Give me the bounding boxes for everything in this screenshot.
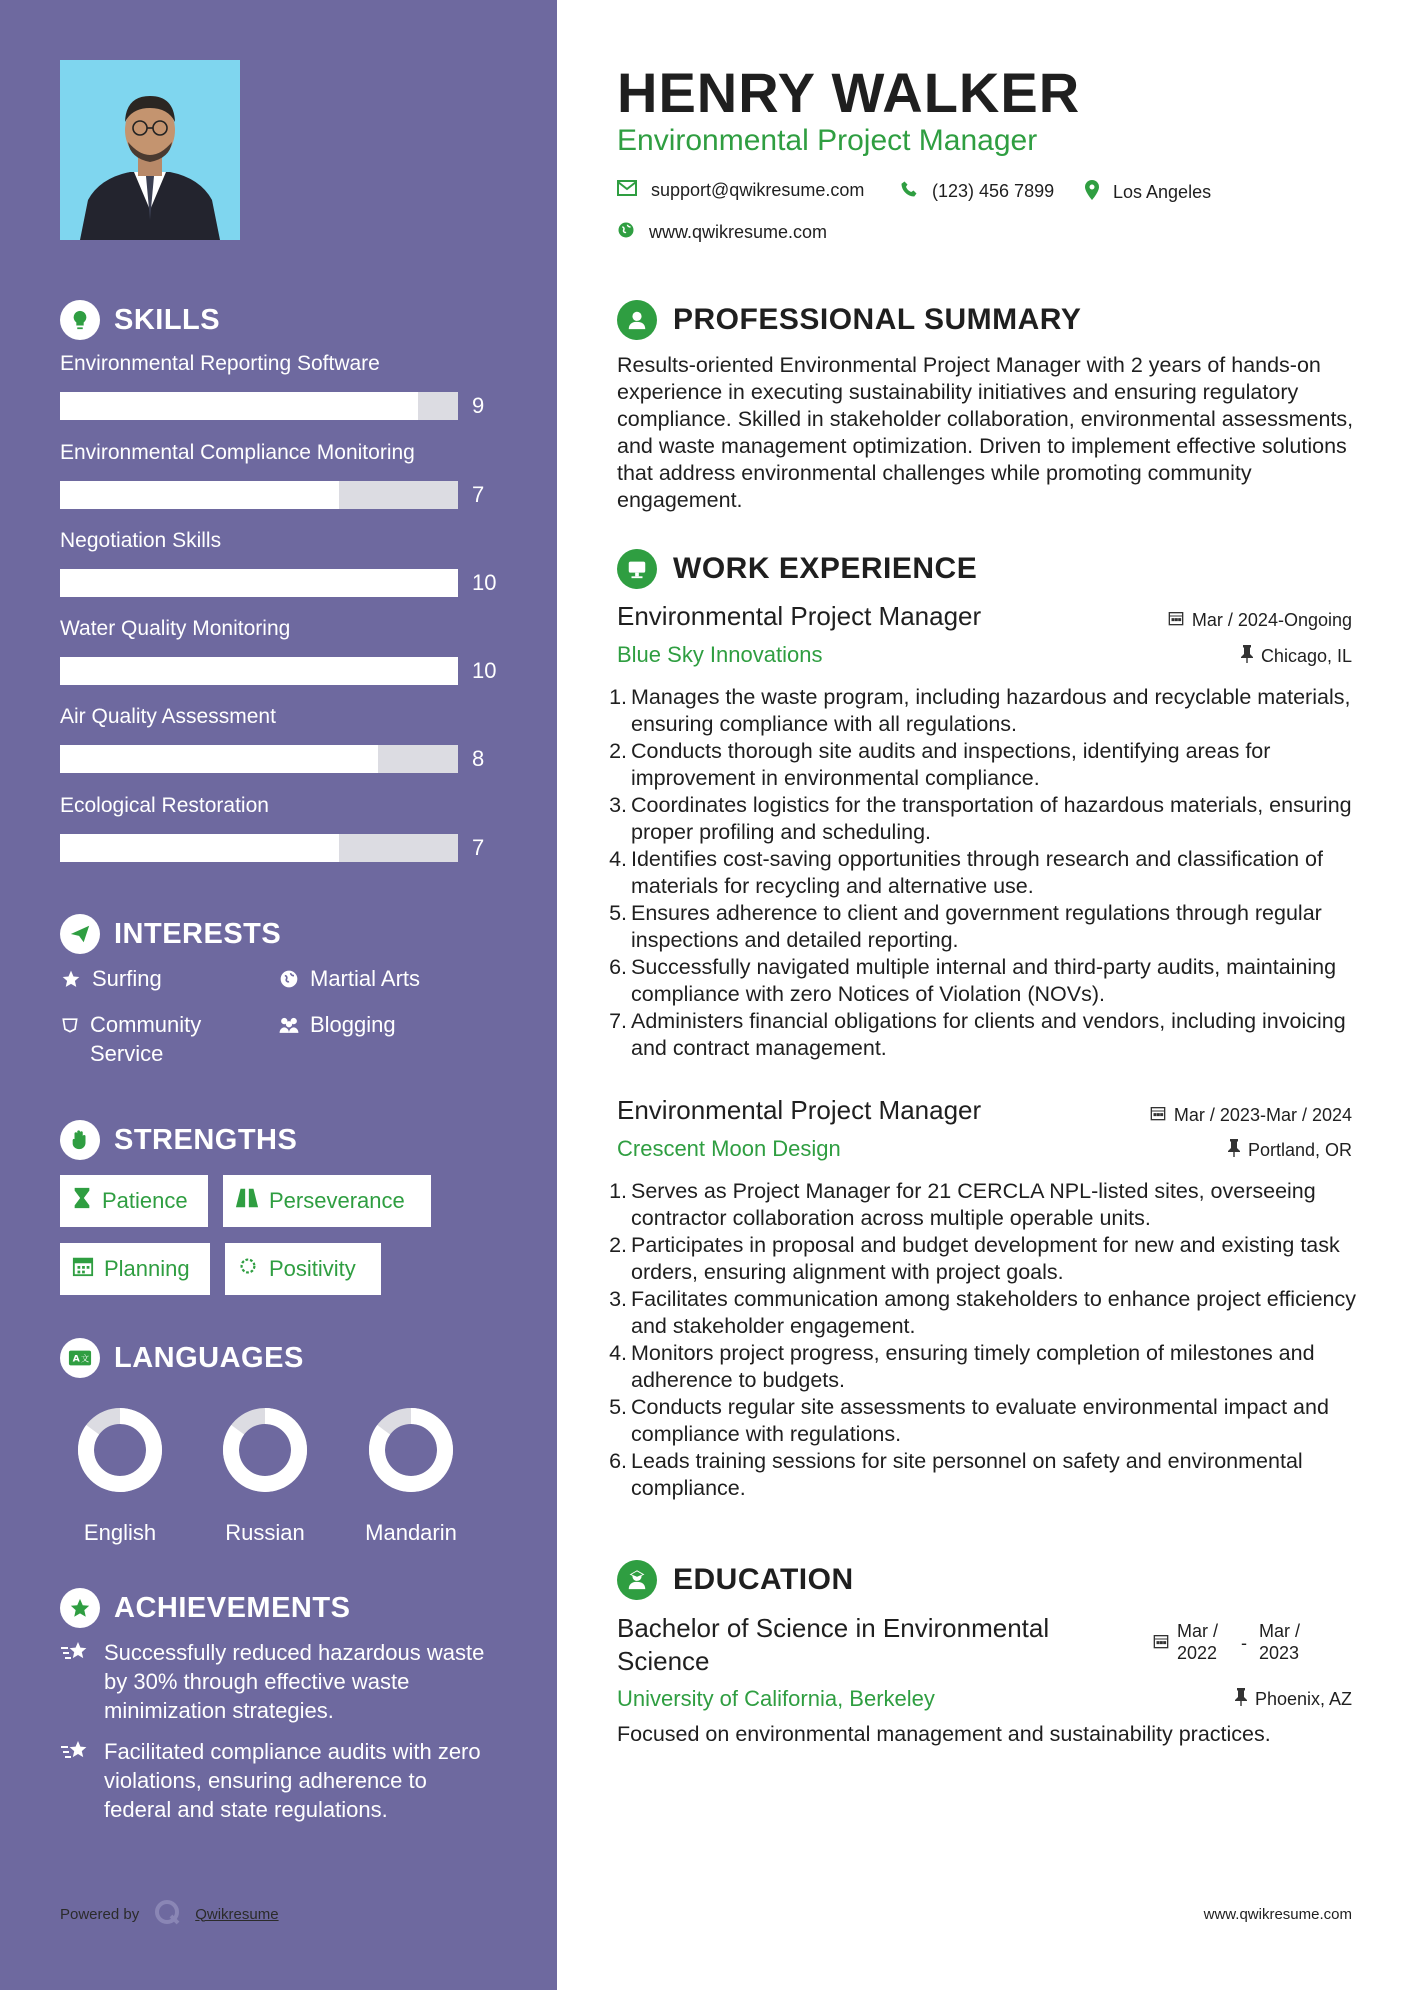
language-name: Russian	[225, 1520, 305, 1545]
achievements-heading	[60, 1588, 350, 1628]
skill-fill	[60, 569, 458, 597]
job-title: Environmental Project Manager	[617, 601, 982, 631]
candidate-name: HENRY WALKER	[617, 61, 1081, 124]
skill-bar	[60, 481, 458, 509]
pin-icon	[1241, 645, 1253, 668]
skill-fill	[60, 834, 339, 862]
section-title: WORK EXPERIENCE	[673, 552, 978, 585]
interest-label: Martial Arts	[310, 966, 421, 991]
hourglass-icon	[72, 1187, 92, 1215]
skill-value: 10	[472, 658, 497, 683]
person-avatar-image	[60, 60, 240, 240]
section-title: PROFESSIONAL SUMMARY	[673, 303, 1082, 336]
list-item: 5. Conducts regular site assessments to evaluate environmental impact and compliance with regulations.	[609, 1395, 1329, 1446]
qwikresume-link[interactable]: Qwikresume	[195, 1905, 279, 1923]
globe-icon	[278, 964, 300, 993]
company-name: Blue Sky Innovations	[617, 642, 823, 667]
contact-phone	[900, 180, 1054, 203]
section-title: EDUCATION	[673, 1563, 854, 1596]
interest-label: Surfing	[92, 966, 162, 991]
lightbulb-icon	[60, 300, 100, 340]
strength-tag	[225, 1243, 381, 1295]
skill-value: 8	[472, 746, 485, 771]
education-note: Focused on environmental management and sustainability practices.	[617, 1722, 1271, 1746]
contact-email	[617, 180, 864, 201]
skill-item	[60, 794, 500, 860]
list-item: 4. Monitors project progress, ensuring timely completion of milestones and adherence to budgets.	[609, 1341, 1315, 1392]
award-star-icon	[60, 1588, 100, 1628]
summary-text: Results-oriented Environmental Project Manager with 2 years of hands-on experience in executing sustainability initiatives and ensuring regulatory compliance. Skilled in stakeholder collaboration, environmental assessments, and waste management optimization. Driven to implement effective solutions that address environmental challenges while promoting community engagement.	[617, 353, 1354, 512]
education-end: Mar / 2023	[1259, 1621, 1301, 1663]
svg-text:文: 文	[80, 1353, 90, 1364]
strength-label: Perseverance	[269, 1188, 405, 1213]
map-marker-icon	[1085, 180, 1099, 205]
globe-icon	[617, 221, 635, 244]
interest-item	[278, 964, 420, 993]
list-item: 4. Identifies cost-saving opportunities through research and classification of materials for recycling and alternative use.	[609, 847, 1323, 898]
qwikresume-logo-icon	[153, 1898, 181, 1930]
skill-name: Ecological Restoration	[60, 794, 269, 817]
list-item: 1. Serves as Project Manager for 21 CERCLA NPL-listed sites, overseeing contractor collaboration across multiple operable units.	[609, 1179, 1316, 1230]
road-icon	[235, 1188, 259, 1214]
achievement-item	[60, 1737, 500, 1824]
envelope-icon	[617, 180, 637, 201]
briefcase-icon	[617, 549, 657, 589]
user-icon	[617, 300, 657, 340]
education-location	[1235, 1688, 1352, 1711]
skill-name: Air Quality Assessment	[60, 705, 276, 728]
footer-url[interactable]: www.qwikresume.com	[1203, 1906, 1352, 1923]
list-item: 2. Participates in proposal and budget development for new and existing task orders, ensuring alignment with project goals.	[609, 1233, 1340, 1284]
profile-photo	[60, 60, 240, 240]
skill-name: Environmental Compliance Monitoring	[60, 441, 415, 464]
location-text: Los Angeles	[1113, 182, 1212, 202]
job-location	[1228, 1139, 1352, 1162]
achievement-item	[60, 1638, 500, 1725]
strength-label: Planning	[104, 1256, 190, 1281]
translate-icon	[60, 1338, 100, 1378]
degree-title: Bachelor of Science in Environmental Science	[617, 1613, 1050, 1676]
badge-icon	[60, 1010, 80, 1039]
education-location-text: Phoenix, AZ	[1254, 1689, 1352, 1709]
phone-text[interactable]: (123) 456 7899	[932, 181, 1055, 201]
strengths-heading	[60, 1120, 297, 1160]
skill-name: Water Quality Monitoring	[60, 617, 291, 640]
job-dates	[1150, 1105, 1352, 1126]
interest-label: Blogging	[310, 1012, 396, 1037]
summary-heading	[617, 300, 1081, 340]
list-item: 6. Leads training sessions for site personnel on safety and environmental compliance.	[609, 1449, 1303, 1500]
list-item: 7. Administers financial obligations for clients and vendors, including invoicing and contract management.	[609, 1009, 1346, 1060]
star-icon	[60, 964, 82, 993]
language-item	[215, 1400, 315, 1546]
section-title: LANGUAGES	[114, 1341, 304, 1374]
education-start: Mar / 2022	[1177, 1621, 1219, 1663]
calendar-icon	[72, 1255, 94, 1283]
hand-icon	[60, 1120, 100, 1160]
website-text[interactable]: www.qwikresume.com	[649, 222, 828, 242]
language-name: Mandarin	[365, 1520, 457, 1545]
strength-tag	[60, 1175, 208, 1227]
skill-fill	[60, 657, 458, 685]
list-item: 2. Conducts thorough site audits and inspections, identifying areas for improvement in environmental compliance.	[609, 739, 1271, 790]
language-item	[70, 1400, 170, 1546]
strength-label: Positivity	[269, 1256, 356, 1281]
skill-item	[60, 617, 500, 683]
section-title: SKILLS	[114, 303, 221, 336]
skill-bar	[60, 834, 458, 862]
section-title: STRENGTHS	[114, 1123, 298, 1156]
skill-name: Negotiation Skills	[60, 529, 222, 552]
skills-heading	[60, 300, 220, 340]
skill-value: 7	[472, 482, 485, 507]
users-icon	[278, 1010, 300, 1039]
job-location-text: Portland, OR	[1247, 1140, 1352, 1160]
strength-tag	[223, 1175, 431, 1227]
date-separator: -	[1241, 1633, 1247, 1653]
skill-value: 7	[472, 835, 485, 860]
section-title: ACHIEVEMENTS	[114, 1591, 351, 1624]
skill-bar	[60, 745, 458, 773]
language-ring	[215, 1400, 315, 1500]
skill-bar	[60, 657, 458, 685]
section-title: INTERESTS	[114, 917, 282, 950]
interest-item	[60, 1010, 250, 1068]
powered-by-label: Powered by	[60, 1905, 140, 1923]
list-item: 3. Facilitates communication among stakeholders to enhance project efficiency and stakeholder engagement.	[609, 1287, 1357, 1338]
sidebar	[0, 0, 557, 1990]
interests-heading	[60, 914, 281, 954]
skill-fill	[60, 745, 378, 773]
language-ring	[361, 1400, 461, 1500]
interest-label: Community Service	[90, 1012, 202, 1066]
company-name: Crescent Moon Design	[617, 1136, 841, 1161]
skill-item	[60, 529, 500, 595]
education-heading	[617, 1560, 854, 1600]
powered-by	[60, 1898, 279, 1930]
experience-heading	[617, 549, 977, 589]
interest-item	[278, 1010, 396, 1039]
calendar-icon	[1153, 1620, 1169, 1654]
shooting-star-icon	[60, 1638, 92, 1725]
email-text[interactable]: support@qwikresume.com	[651, 180, 865, 200]
skill-bar	[60, 392, 458, 420]
svg-text:A: A	[72, 1353, 80, 1365]
contact-website	[617, 221, 827, 244]
calendar-icon	[1150, 1105, 1166, 1126]
skill-item	[60, 352, 500, 418]
job-duties-list	[605, 684, 1365, 1062]
language-name: English	[83, 1520, 157, 1545]
skill-value: 9	[472, 393, 485, 418]
job-duties-list	[605, 1178, 1365, 1502]
calendar-icon	[1168, 610, 1184, 631]
graduation-icon	[617, 1560, 657, 1600]
achievement-text: Successfully reduced hazardous waste by 30% through effective waste minimization strategies.	[104, 1640, 485, 1723]
list-item: 1. Manages the waste program, including hazardous and recyclable materials, ensuring compliance with all regulations.	[609, 685, 1351, 736]
job-title: Environmental Project Manager	[617, 1095, 982, 1125]
list-item: 3. Coordinates logistics for the transportation of hazardous materials, ensuring proper profiling and scheduling.	[609, 793, 1352, 844]
paper-plane-icon	[60, 914, 100, 954]
languages-heading	[60, 1338, 304, 1378]
shooting-star-icon	[60, 1737, 92, 1824]
phone-icon	[900, 180, 918, 203]
language-ring	[70, 1400, 170, 1500]
job-location-text: Chicago, IL	[1260, 646, 1352, 666]
main-content	[557, 0, 1407, 1990]
strength-tag	[60, 1243, 210, 1295]
skill-item	[60, 441, 500, 507]
job-location	[1241, 645, 1352, 668]
interest-item	[60, 964, 162, 993]
contact-location	[1085, 180, 1211, 205]
skill-item	[60, 705, 500, 771]
skill-bar	[60, 569, 458, 597]
achievement-text: Facilitated compliance audits with zero violations, ensuring adherence to federal and state regulations.	[104, 1739, 481, 1822]
candidate-role: Environmental Project Manager	[617, 124, 1038, 157]
strength-label: Patience	[102, 1188, 188, 1213]
skill-name: Environmental Reporting Software	[60, 352, 380, 375]
sun-icon	[237, 1255, 259, 1283]
education-dates	[1153, 1620, 1315, 1664]
job-dates-text: Mar / 2024-Ongoing	[1191, 610, 1352, 630]
job-dates-text: Mar / 2023-Mar / 2024	[1173, 1105, 1352, 1125]
job-dates	[1168, 610, 1352, 631]
list-item: 6. Successfully navigated multiple internal and third-party audits, maintaining compliance with zero Notices of Violation (NOVs).	[609, 955, 1337, 1006]
school-name: University of California, Berkeley	[617, 1686, 935, 1711]
skill-fill	[60, 481, 339, 509]
skill-fill	[60, 392, 418, 420]
skill-value: 10	[472, 570, 497, 595]
list-item: 5. Ensures adherence to client and government regulations through regular inspections and detailed reporting.	[609, 901, 1322, 952]
pin-icon	[1228, 1139, 1240, 1162]
language-item	[361, 1400, 461, 1546]
pin-icon	[1235, 1688, 1247, 1711]
